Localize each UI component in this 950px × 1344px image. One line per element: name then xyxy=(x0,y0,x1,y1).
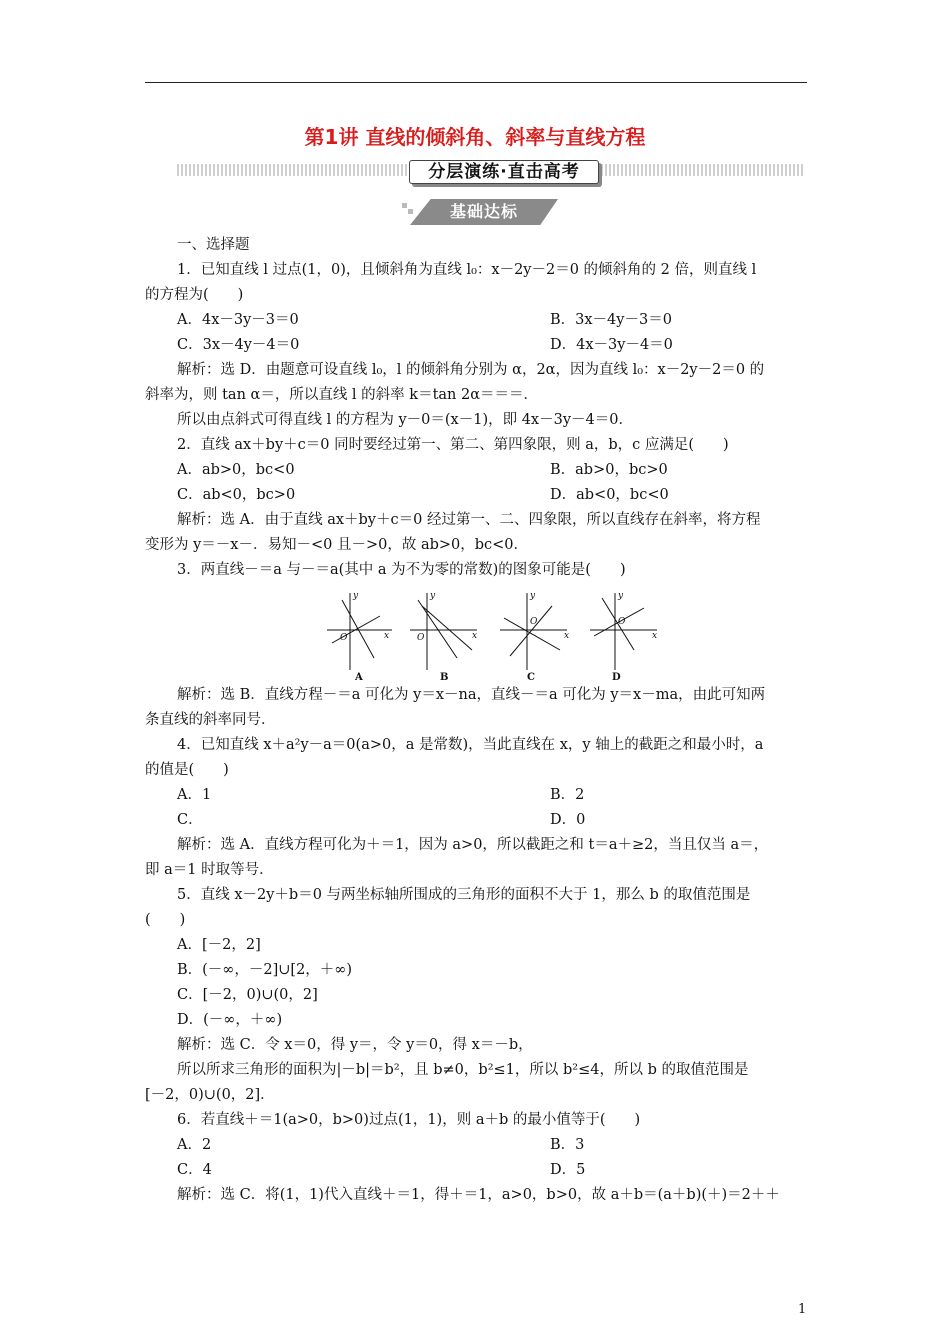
option-c: C．3x－4y－4＝0 xyxy=(177,337,300,353)
solution-1: 解析：选 D．由题意可设直线 l₀，l 的倾斜角分别为 α，2α，因为直线 l₀：x－2y－2＝0 的 xyxy=(177,362,765,378)
option-a: A．2 xyxy=(177,1137,212,1153)
solution-4: 解析：选 A．直线方程可化为＋＝1，因为 a>0，所以截距之和 t＝a＋≥2，当且仅当 a＝， xyxy=(177,837,769,853)
question-2-text: 2．直线 ax＋by＋c＝0 同时要经过第一、第二、第四象限，则 a，b，c 应满足( ) xyxy=(177,437,729,453)
solution-4-cont: 即 a＝1 时取等号． xyxy=(145,862,274,878)
origin-label: O xyxy=(618,617,626,627)
figure-label-b: B xyxy=(440,672,449,682)
question-3-figure xyxy=(322,588,662,682)
figure-label-c: C xyxy=(527,672,535,682)
option-b: B．3 xyxy=(550,1137,585,1153)
level-tag xyxy=(410,199,558,225)
banner-label: 分层演练·直击高考 xyxy=(409,160,599,184)
axis-x-label: x xyxy=(564,631,570,641)
axis-y-label: y xyxy=(530,591,536,601)
option-b: B．ab>0，bc>0 xyxy=(550,462,668,478)
option-c: C．[－2，0)∪(0，2] xyxy=(177,987,318,1003)
solution-3: 解析：选 B．直线方程－＝a 可化为 y＝x－na，直线－＝a 可化为 y＝x－ma，由此可知两 xyxy=(177,687,766,703)
axis-x-label: x xyxy=(652,631,658,641)
option-c: C．4 xyxy=(177,1162,212,1178)
section-banner xyxy=(177,160,804,182)
graph-c xyxy=(500,591,569,670)
option-a: A．[－2，2] xyxy=(177,937,261,953)
axis-x-label: x xyxy=(472,631,478,641)
tag-label: 基础达标 xyxy=(449,202,518,221)
page-title: 第1讲 直线的倾斜角、斜率与直线方程 xyxy=(304,125,646,149)
header-rule xyxy=(145,82,807,83)
option-b: B．(－∞，－2]∪[2，＋∞) xyxy=(177,962,353,978)
option-c: C．ab<0，bc>0 xyxy=(177,487,296,503)
figure-label-d: D xyxy=(612,672,621,682)
axis-y-label: y xyxy=(618,591,624,601)
option-a: A．4x－3y－3＝0 xyxy=(177,312,299,328)
question-3-text: 3．两直线－＝a 与－＝a(其中 a 为不为零的常数)的图象可能是( ) xyxy=(177,562,626,578)
solution-1-cont: 所以由点斜式可得直线 l 的方程为 y－0＝(x－1)，即 4x－3y－4＝0． xyxy=(177,412,633,428)
origin-label: O xyxy=(340,633,348,643)
page-number: 1 xyxy=(798,1302,807,1317)
option-d: D．0 xyxy=(550,812,586,828)
option-d: D．4x－3y－4＝0 xyxy=(550,337,673,353)
solution-2-cont: 变形为 y＝－x－．易知－<0 且－>0，故 ab>0，bc<0． xyxy=(145,537,529,553)
solution-6: 解析：选 C．将(1，1)代入直线＋＝1，得＋＝1，a>0，b>0，故 a＋b＝(a＋b)(＋)＝2＋＋ xyxy=(177,1187,780,1203)
axis-y-label: y xyxy=(353,591,359,601)
graph-b xyxy=(410,591,477,670)
question-1-text-cont: 的方程为( ) xyxy=(145,287,244,303)
question-4-text: 4．已知直线 x＋a²y－a＝0(a>0，a 是常数)，当此直线在 x，y 轴上的截距之和最小时，a xyxy=(177,737,764,753)
solution-5-cont: [－2，0)∪(0，2]． xyxy=(145,1087,275,1103)
question-4-text-cont: 的值是( ) xyxy=(145,762,229,778)
question-5-text-cont: ( ) xyxy=(145,912,186,928)
option-b: B．2 xyxy=(550,787,585,803)
figure-label-a: A xyxy=(355,672,363,682)
section-heading: 一、选择题 xyxy=(177,237,250,253)
option-d: D．(－∞，＋∞) xyxy=(177,1012,283,1028)
graph-a xyxy=(327,591,392,670)
graph-d xyxy=(590,591,657,670)
origin-label: O xyxy=(417,633,425,643)
solution-5: 解析：选 C．令 x＝0，得 y＝，令 y＝0，得 x＝－b， xyxy=(177,1037,533,1053)
solution-5-cont: 所以所求三角形的面积为|－b|＝b²，且 b≠0，b²≤1，所以 b²≤4，所以 b 的取值范围是 xyxy=(177,1062,749,1078)
question-5-text: 5．直线 x－2y＋b＝0 与两坐标轴所围成的三角形的面积不大于 1，那么 b 的取值范围是 xyxy=(177,887,751,903)
origin-label: O xyxy=(530,617,538,627)
question-1-text: 1．已知直线 l 过点(1，0)，且倾斜角为直线 l₀：x－2y－2＝0 的倾斜角的 2 倍，则直线 l xyxy=(177,262,757,278)
option-a: A．1 xyxy=(177,787,212,803)
option-b: B．3x－4y－3＝0 xyxy=(550,312,672,328)
option-d: D．5 xyxy=(550,1162,586,1178)
solution-3-cont: 条直线的斜率同号． xyxy=(145,712,276,728)
axis-x-label: x xyxy=(384,631,390,641)
option-a: A．ab>0，bc<0 xyxy=(177,462,295,478)
solution-1-cont: 斜率为，则 tan α＝，所以直线 l 的斜率 k＝tan 2α＝＝＝． xyxy=(145,387,539,403)
solution-2: 解析：选 A．由于直线 ax＋by＋c＝0 经过第一、二、四象限，所以直线存在斜率，将方程 xyxy=(177,512,761,528)
tag-square-decoration xyxy=(402,203,407,208)
axis-y-label: y xyxy=(430,591,436,601)
option-c: C． xyxy=(177,812,203,828)
question-6-text: 6．若直线＋＝1(a>0，b>0)过点(1，1)，则 a＋b 的最小值等于( ) xyxy=(177,1112,641,1128)
option-d: D．ab<0，bc<0 xyxy=(550,487,669,503)
